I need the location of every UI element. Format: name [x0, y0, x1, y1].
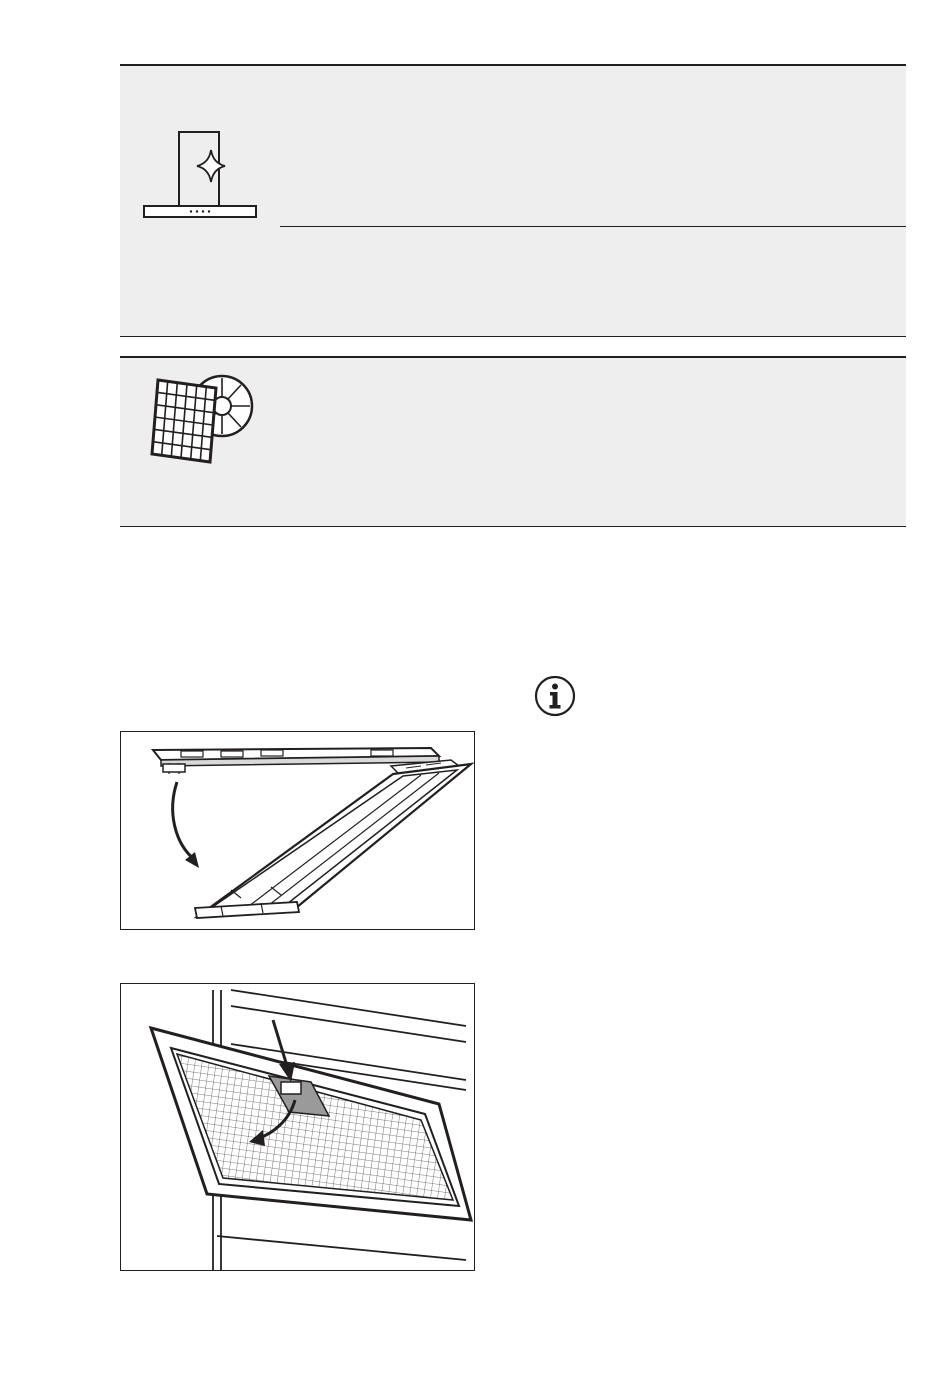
filter-hinge-figure [120, 731, 475, 930]
grease-filter-icon [148, 368, 258, 468]
section-divider [280, 226, 906, 227]
info-icon [534, 675, 576, 717]
hood-cleaning-panel [120, 64, 906, 337]
cooker-hood-clean-icon [142, 130, 260, 222]
filter-removal-figure [120, 983, 475, 1271]
filter-panel [120, 356, 906, 527]
